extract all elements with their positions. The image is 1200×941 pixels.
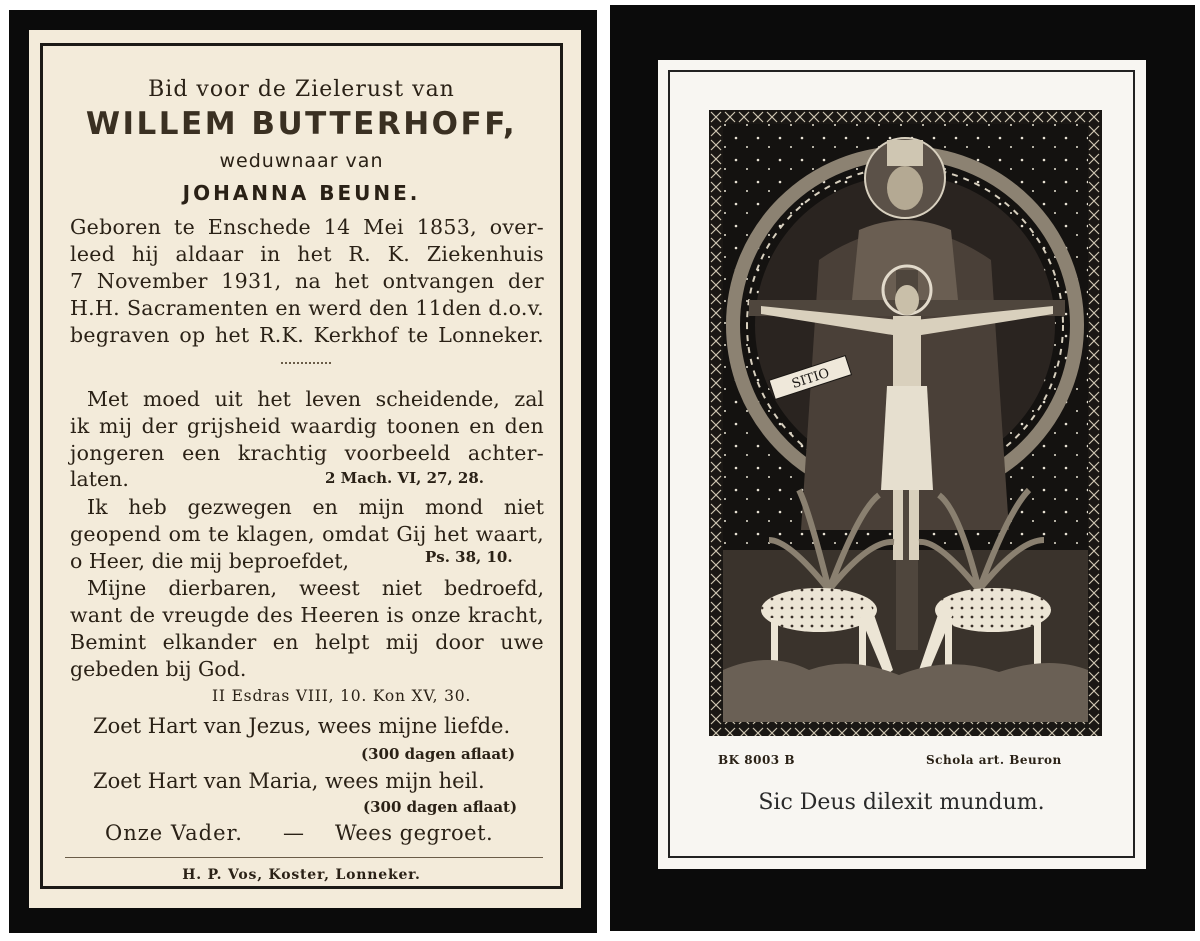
- prayer-line: Zoet Hart van Jezus, wees mijne liefde.: [93, 714, 511, 738]
- bio-line: Geboren te Enschede 14 Mei 1853, over-: [70, 215, 544, 239]
- card-frame: [668, 70, 1135, 858]
- quote-line: Met moed uit het leven scheidende, zal: [87, 387, 544, 411]
- quote-line: Mijne dierbaren, weest niet bedroefd,: [87, 576, 544, 600]
- quote-line: want de vreugde des Heeren is onze kracht,: [70, 603, 544, 627]
- quote-line: laten.: [70, 467, 129, 491]
- quote-line: Ik heb gezwegen en mijn mond niet: [87, 495, 544, 519]
- scripture-reference: 2 Mach. VI, 27, 28.: [325, 469, 484, 487]
- memorial-card-image-side: [610, 5, 1195, 931]
- bio-line: 7 November 1931, na het ontvangen der: [70, 269, 544, 293]
- publisher-credit: Schola art. Beuron: [926, 753, 1062, 767]
- bio-line: leed hij aldaar in het R. K. Ziekenhuis: [70, 242, 544, 266]
- scripture-reference: II Esdras VIII, 10. Kon XV, 30.: [212, 687, 472, 705]
- quote-line: gebeden bij God.: [70, 657, 247, 681]
- quote-line: ik mij der grijsheid waardig toonen en den: [70, 414, 544, 438]
- quote-line: jongeren een krachtig voorbeeld achter-: [70, 441, 544, 465]
- spouse-name: JOHANNA BEUNE.: [182, 181, 421, 205]
- intro-line: Bid voor de Zielerust van: [148, 77, 455, 102]
- prayer-line: Zoet Hart van Maria, wees mijn heil.: [93, 769, 485, 793]
- card-paper: [29, 30, 581, 908]
- quote-line: Bemint elkander en helpt mij door uwe: [70, 630, 544, 654]
- card-paper: [658, 60, 1146, 869]
- scripture-reference: Ps. 38, 10.: [425, 548, 513, 566]
- crucifixion-engraving: [709, 110, 1102, 736]
- footer-rule: [65, 857, 543, 858]
- bio-line: H.H. Sacramenten en werd den 11den d.o.v.: [70, 296, 544, 320]
- closing-dash: —: [283, 821, 304, 845]
- indulgence-note: (300 dagen aflaat): [361, 745, 516, 763]
- quote-line: geopend om te klagen, omdat Gij het waart,: [70, 522, 544, 546]
- closing-prayer: Onze Vader.: [105, 821, 243, 845]
- quote-line: o Heer, die mij beproefdet,: [70, 549, 350, 573]
- latin-motto: Sic Deus dilexit mundum.: [758, 790, 1045, 815]
- memorial-card-text-side: [9, 10, 597, 933]
- indulgence-note: (300 dagen aflaat): [363, 798, 518, 816]
- sitio-banner: SITIO: [790, 365, 832, 392]
- closing-prayer: Wees gegroet.: [335, 821, 494, 845]
- relation-line: weduwnaar van: [219, 150, 384, 172]
- card-frame: [40, 43, 563, 889]
- ornament-divider: [281, 362, 331, 364]
- bio-line: begraven op het R.K. Kerkhof te Lonneker.: [70, 323, 544, 347]
- deceased-name: WILLEM BUTTERHOFF,: [85, 106, 518, 142]
- printer-credit: H. P. Vos, Koster, Lonneker.: [182, 867, 421, 883]
- catalog-number: BK 8003 B: [718, 753, 795, 767]
